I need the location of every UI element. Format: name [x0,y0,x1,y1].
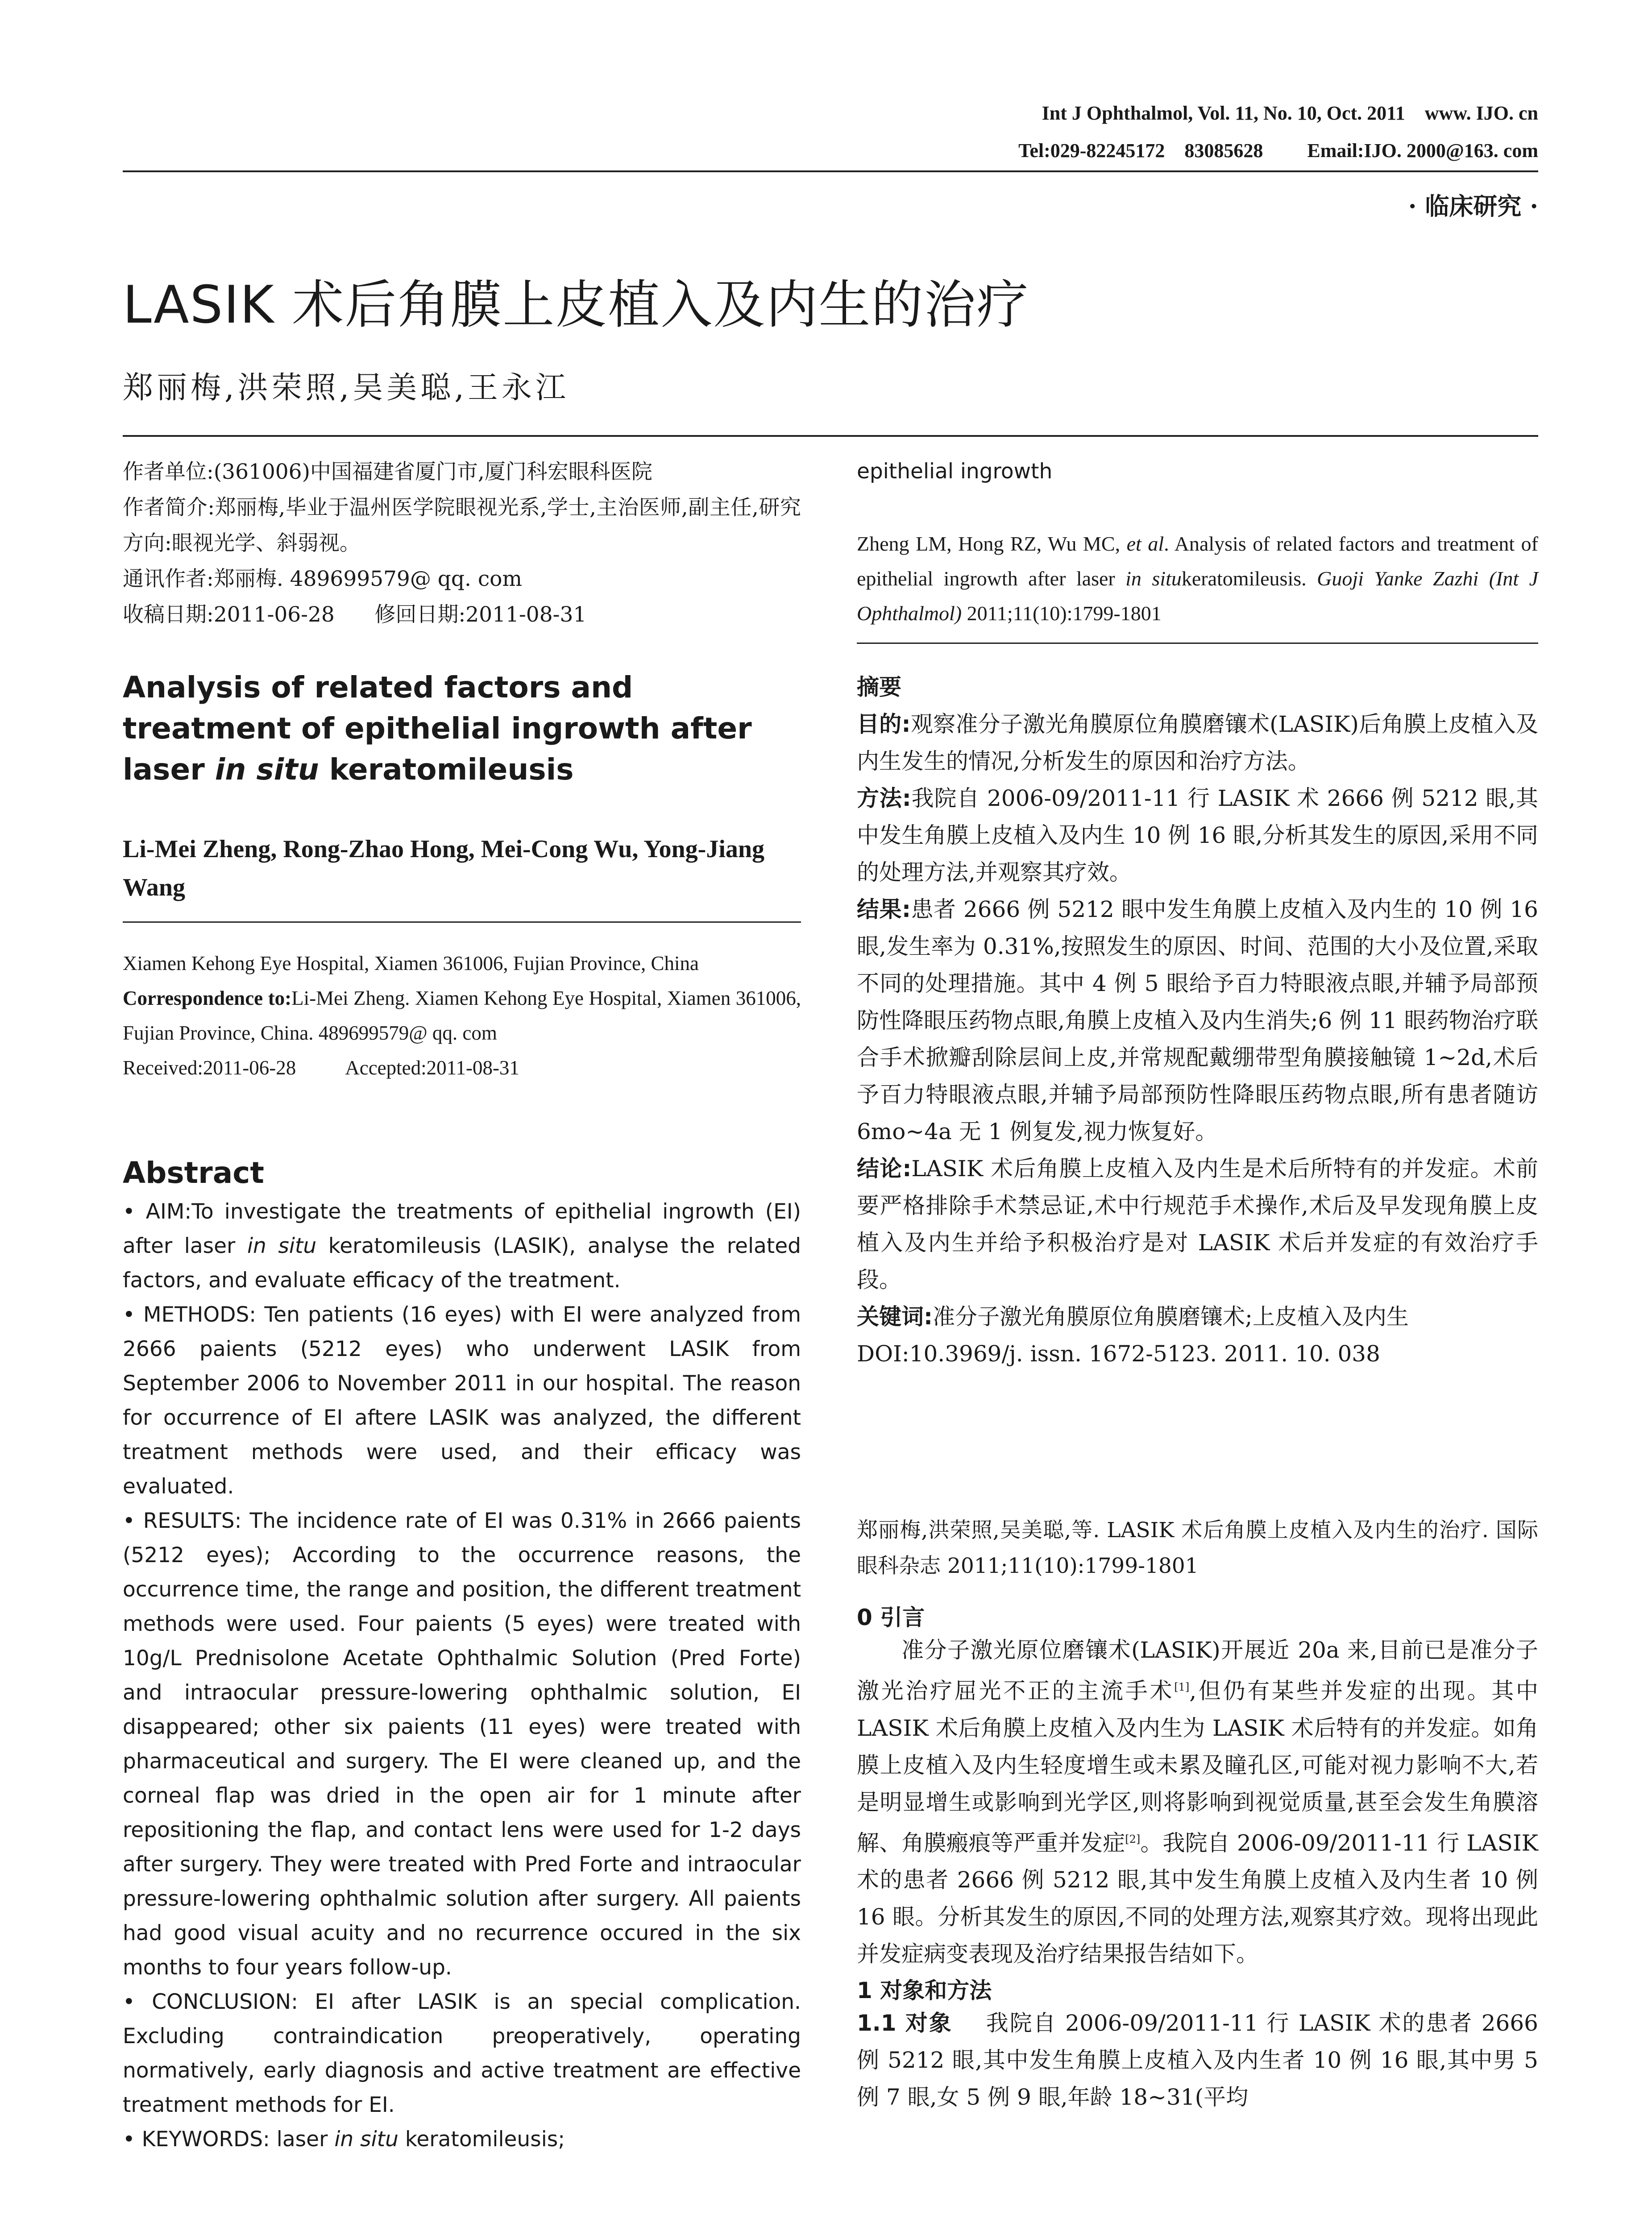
citation-en-block [857,527,1538,631]
correspondence-en: Correspondence to:Li-Mei Zheng. Xiamen Kehong Eye Hospital, Xiamen 361006, Fujian Province, China. 489699579@ qq. com [123,987,801,1044]
affiliation-en: Xiamen Kehong Eye Hospital, Xiamen 361006, Fujian Province, China [123,952,699,975]
citation-en: Zheng LM, Hong RZ, Wu MC, et al. Analysis of related factors and treatment of epithelial ingrowth after laser in situkeratomileusis. Guoji Yanke Zazhi (Int J Ophthalmol) 2011;11(10):1799-1801 [857,532,1539,625]
abstract-keywords: • KEYWORDS: laser in situ keratomileusis; [123,2127,565,2152]
abstract-cn-heading: 摘要 [857,674,901,700]
abstract-aim: • AIM:To investigate the treatments of epithelial ingrowth (EI) after laser in situ keratomileusis (LASIK), analyse the related factors, and evaluate efficacy of the treatment. [123,1199,801,1293]
keywords-tail: epithelial ingrowth [857,459,1053,484]
english-title-block [123,667,801,790]
abstract-en [123,1156,801,2156]
author-bio: 作者简介:郑丽梅,毕业于温州医学院眼视光系,学士,主治医师,副主任,研究方向:眼视光学、斜弱视。 [123,495,801,556]
abstract-cn [857,669,1538,1373]
methods-heading: 1 对象和方法 [857,1978,992,2004]
subjects-paragraph: 1.1 对象 我院自 2006-09/2011-11 行 LASIK 术的患者 2666 例 5212 眼,其中发生角膜上皮植入及内生者 10 例 16 眼,其中男 5 例 7 眼,女 5 例 9 眼,年龄 18~31(平均 [857,2010,1538,2111]
header-rule [123,170,1538,172]
abstract-cn-keywords: 关键词:准分子激光角膜原位角膜磨镶术;上皮植入及内生 [857,1304,1409,1330]
abstract-results: • RESULTS: The incidence rate of EI was 0.31% in 2666 paients (5212 eyes); According to the occurrence reasons, the occurrence time, the range and position, the different treatment methods were used. Four paients (5 eyes) were treated with 10g/L Prednisolone Acetate Ophthalmic Solution (Pred Forte) and intraocular pressure-lowering ophthalmic solution, EI disappeared; other six paients (11 eyes) were treated with pharmaceutical and surgery. The EI were cleaned up, and the corneal flap was dried in the open air for 1 minute after repositioning the flap, and contact lens were used for 1-2 days after surgery. They were treated with Pred Forte and intraocular pressure-lowering ophthalmic solution after surgery. All paients had good visual acuity and no recurrence occured in the six months to four years follow-up. [123,1509,801,1980]
author-unit: 作者单位:(361006)中国福建省厦门市,厦门科宏眼科医院 [123,460,652,484]
abstract-cn-methods: 方法:我院自 2006-09/2011-11 行 LASIK 术 2666 例 5212 眼,其中发生角膜上皮植入及内生 10 例 16 眼,分析其发生的原因,采用不同的处理方法,并观察其疗效。 [857,785,1539,885]
authors-en: Li-Mei Zheng, Rong-Zhao Hong, Mei-Cong Wu, Yong-Jiang Wang [123,835,765,901]
received-dates-cn: 收稿日期:2011-06-28 修回日期:2011-08-31 [123,602,587,627]
citation-cn: 郑丽梅,洪荣照,吴美聪,等. LASIK 术后角膜上皮植入及内生的治疗. 国际眼科杂志 2011;11(10):1799-1801 [857,1518,1538,1578]
abstract-cn-conclusion: 结论:LASIK 术后角膜上皮植入及内生是术后所特有的并发症。术前要严格排除手术禁忌证,术中行规范手术操作,术后及早发现角膜上皮植入及内生并给予积极治疗是对 LASIK 术后并发症的有效治疗手段。 [857,1156,1539,1293]
abstract-conclusion: • CONCLUSION: EI after LASIK is an special complication. Excluding contraindication preoperatively, operating normatively, early diagnosis and active treatment are effective treatment methods for EI. [123,1990,801,2117]
author-info-cn [123,454,801,633]
received-dates-en: Received:2011-06-28 Accepted:2011-08-31 [123,1057,519,1079]
article-title-cn: LASIK 术后角膜上皮植入及内生的治疗 [123,275,1029,335]
journal-contact-line: Tel:029-82245172 83085628 Email:IJO. 2000@163. com [1018,140,1538,162]
abstract-cn-results: 结果:患者 2666 例 5212 眼中发生角膜上皮植入及内生的 10 例 16 眼,发生率为 0.31%,按照发生的原因、时间、范围的大小及位置,采取不同的处理措施。其中 4 例 5 眼给予百力特眼液点眼,并辅予局部预防性降眼压药物点眼,角膜上皮植入及内生消失;6 例 11 眼药物治疗联合手术掀瓣刮除层间上皮,并常规配戴绷带型角膜接触镜 1~2d,术后予百力特眼液点眼,并辅予局部预防性降眼压药物点眼,所有患者随访 6mo~4a 无 1 例复发,视力恢复好。 [857,896,1538,1145]
keywords-continued [857,454,1538,489]
english-authors-block [123,830,801,907]
abstract-heading: Abstract [123,1156,264,1190]
abstract-methods: • METHODS: Ten patients (16 eyes) with EI were analyzed from 2666 paients (5212 eyes) who underwent LASIK from September 2006 to November 2011 in our hospital. The reason for occurrence of EI aftere LASIK was analyzed, the different treatment methods were used, and their efficacy was evaluated. [123,1302,801,1499]
intro-heading: 0 引言 [857,1605,925,1630]
doi: DOI:10.3969/j. issn. 1672-5123. 2011. 10. 038 [857,1341,1380,1367]
article-title-en: Analysis of related factors and treatment of epithelial ingrowth after laser in situ keratomileusis [123,670,752,787]
section-tag: · 临床研究 · [1408,192,1538,220]
journal-header-line: Int J Ophthalmol, Vol. 11, No. 10, Oct. 2011 www. IJO. cn [1042,102,1538,124]
title-rule [123,435,1538,437]
citation-rule [857,643,1538,644]
authors-cn: 郑丽梅,洪荣照,吴美聪,王永江 [123,370,569,406]
affiliation-block [123,946,801,1085]
introduction [857,1600,1538,2116]
abstract-cn-objective: 目的:观察准分子激光角膜原位角膜磨镶术(LASIK)后角膜上皮植入及内生发生的情况,分析发生的原因和治疗方法。 [857,711,1538,774]
authors-rule [123,921,801,923]
intro-paragraph: 准分子激光原位磨镶术(LASIK)开展近 20a 来,目前已是准分子激光治疗屈光不正的主流手术[1],但仍有某些并发症的出现。其中 LASIK 术后角膜上皮植入及内生为 LASIK 术后特有的并发症。如角膜上皮植入及内生轻度增生或未累及瞳孔区,可能对视力影响不大,若是明显增生或影响到光学区,则将影响到视觉质量,甚至会发生角膜溶解、角膜瘢痕等严重并发症[2]。我院自 2006-09/2011-11 行 LASIK 术的患者 2666 例 5212 眼,其中发生角膜上皮植入及内生者 10 例 16 眼。分析其发生的原因,不同的处理方法,观察其疗效。现将出现此并发症病变表现及治疗结果报告结如下。 [857,1637,1538,1967]
corresponding-author: 通讯作者:郑丽梅. 489699579@ qq. com [123,567,523,591]
citation-cn-block [857,1513,1538,1584]
